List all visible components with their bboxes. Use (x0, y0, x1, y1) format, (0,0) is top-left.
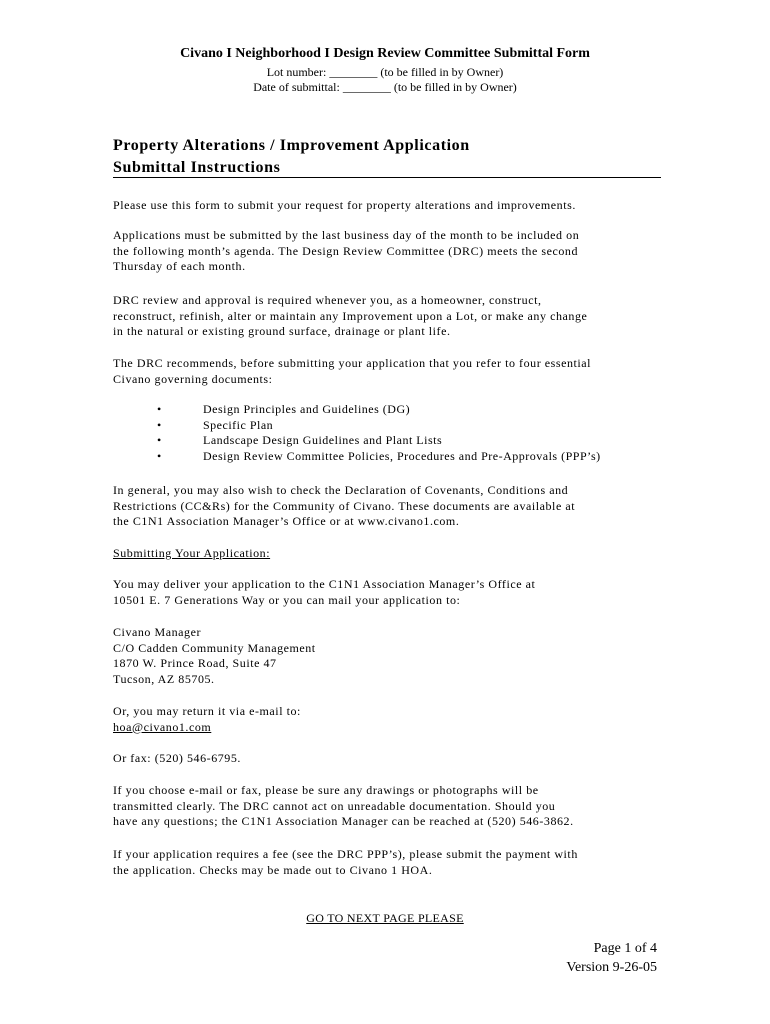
heading-divider (113, 177, 661, 178)
application-heading: Property Alterations / Improvement Application (113, 137, 470, 154)
transmission-paragraph: If you choose e-mail or fax, please be sure any drawings or photographs will be transmitted clearly. The DRC cannot act on unreadable documentation. Should you have any questions; the C1N1 Association Manager can be reached at (520) 546-3862. (113, 783, 574, 828)
submitting-heading: Submitting Your Application: (113, 546, 271, 560)
fax-line: Or fax: (520) 546-6795. (113, 751, 241, 765)
fee-paragraph: If your application requires a fee (see the DRC PPP’s), please submit the payment with the application. Checks may be made out to Civano 1 HOA. (113, 847, 578, 877)
list-item: • Specific Plan (157, 417, 274, 432)
version-label: Version 9-26-05 (566, 960, 657, 975)
form-title: Civano I Neighborhood I Design Review Committee Submittal Form (180, 46, 590, 61)
page-number: Page 1 of 4 (593, 941, 657, 956)
list-item: • Design Review Committee Policies, Procedures and Pre-Approvals (PPP’s) (157, 448, 601, 463)
deadline-paragraph: Applications must be submitted by the last business day of the month to be included on the following month’s agenda. The Design Review Committee (DRC) meets the second Thursday of each month. (113, 228, 580, 273)
recommendation-paragraph: The DRC recommends, before submitting your application that you refer to four essential Civano governing documents: (113, 356, 592, 386)
mailing-address: Civano Manager C/O Cadden Community Management 1870 W. Prince Road, Suite 47 Tucson, AZ 85705. (113, 625, 316, 686)
bullet-icon: • (157, 417, 162, 432)
bullet-icon: • (157, 433, 162, 447)
approval-paragraph: DRC review and approval is required whenever you, as a homeowner, construct, reconstruct, refinish, alter or maintain any Improvement upon a Lot, or make any change in the natural or existing ground surface, drainage or plant life. (113, 293, 588, 338)
go-to-next-page-link[interactable]: GO TO NEXT PAGE PLEASE (306, 911, 464, 925)
bullet-icon: • (157, 448, 162, 463)
bullet-icon: • (157, 402, 162, 416)
email-link[interactable]: hoa@civano1.com (113, 719, 212, 734)
lot-number-line: Lot number: ________ (to be filled in by Owner) (266, 65, 504, 79)
governing-documents-list (113, 402, 673, 464)
instructions-heading: Submittal Instructions (113, 159, 281, 176)
email-paragraph: Or, you may return it via e-mail to: hoa@civano1.com (113, 704, 673, 735)
ccr-paragraph: In general, you may also wish to check the Declaration of Covenants, Conditions and Restrictions (CC&Rs) for the Community of Civano. These documents are available at the C1N1 Association Manager’s Office or at www.civano1.com. (113, 483, 576, 528)
list-item: • Design Principles and Guidelines (DG) (157, 402, 411, 416)
intro-paragraph: Please use this form to submit your request for property alterations and improvements. (113, 198, 576, 212)
list-item: • Landscape Design Guidelines and Plant Lists (157, 433, 443, 447)
delivery-paragraph: You may deliver your application to the C1N1 Association Manager’s Office at 10501 E. 7 Generations Way or you can mail your application to: (113, 577, 536, 607)
date-of-submittal-line: Date of submittal: ________ (to be filled in by Owner) (253, 80, 517, 94)
